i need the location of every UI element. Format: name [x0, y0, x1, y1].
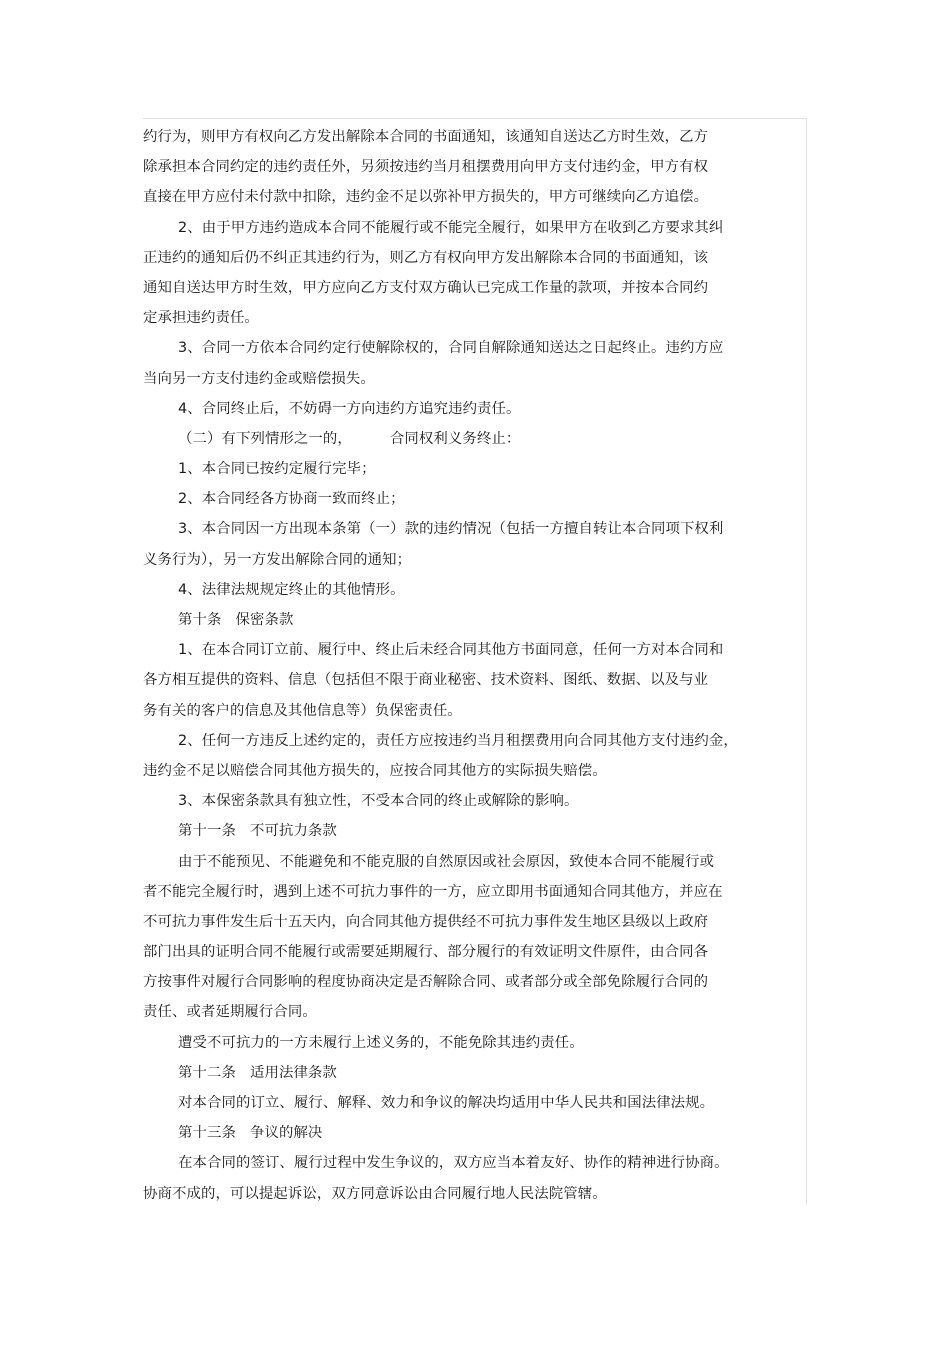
paragraph-line: 约行为，则甲方有权向乙方发出解除本合同的书面通知，该通知自送达乙方时生效，乙方	[143, 129, 709, 145]
article-number: 第十二条	[178, 1064, 236, 1081]
article-number: 第十三条	[178, 1125, 236, 1142]
paragraph-line: 当向另一方支付违约金或赔偿损失。	[143, 370, 375, 387]
paragraph-line: 者不能完全履行时，遇到上述不可抗力事件的一方，应立即用书面通知合同其他方，并应在	[143, 883, 723, 900]
article-heading	[143, 816, 743, 846]
list-item: 1、本合同已按约定履行完毕；	[178, 461, 376, 478]
list-item: 3、本合同因一方出现本条第（一）款的违约情况（包括一方擅自转让本合同项下权利	[178, 521, 724, 538]
list-item: 2、任何一方违反上述约定的，责任方应按违约当月租摆费用向合同其他方支付违约金，	[178, 732, 738, 749]
article-title: 保密条款	[235, 612, 294, 628]
list-item: 3、本保密条款具有独立性，不受本合同的终止或解除的影响。	[178, 793, 579, 810]
article-title: 不可抗力条款	[249, 823, 337, 840]
article-title: 适用法律条款	[249, 1064, 337, 1081]
paragraph-line: 3、合同一方依本合同约定行使解除权的，合同自解除通知送达之日起终止。违约方应	[178, 340, 724, 357]
paragraph-line: 2、由于甲方违约造成本合同不能履行或不能完全履行，如果甲方在收到乙方要求其纠	[178, 219, 724, 236]
paragraph-line: 对本合同的订立、履行、解释、效力和争议的解决均适用中华人民共和国法律法规。	[178, 1095, 715, 1111]
clause-heading	[143, 424, 743, 454]
document-body	[143, 122, 743, 1209]
article-number: 第十条	[178, 612, 222, 628]
paragraph-line: 方按事件对履行合同影响的程度协商决定是否解除合同、或者部分或全部免除履行合同的	[143, 974, 709, 991]
article-heading	[143, 1118, 743, 1148]
paragraph-line: 直接在甲方应付未付款中扣除，违约金不足以弥补甲方损失的，甲方可继续向乙方追偿。	[143, 189, 709, 206]
article-heading	[143, 1058, 743, 1088]
list-item: 2、本合同经各方协商一致而终止；	[178, 491, 405, 508]
paragraph-line: 在本合同的签订、履行过程中发生争议的，双方应当本着友好、协作的精神进行协商。	[178, 1155, 729, 1172]
clause-heading-prefix: （二）有下列情形之一的，	[178, 430, 352, 447]
paragraph-line: 违约金不足以赔偿合同其他方损失的，应按合同其他方的实际损失赔偿。	[143, 762, 607, 779]
paragraph-line: 遭受不可抗力的一方未履行上述义务的，不能免除其违约责任。	[178, 1034, 584, 1051]
paragraph-line: 务有关的客户的信息及其他信息等）负保密责任。	[143, 702, 462, 719]
paragraph-line: 不可抗力事件发生后十五天内，向合同其他方提供经不可抗力事件发生地区县级以上政府	[143, 913, 709, 930]
paragraph-line: 协商不成的，可以提起诉讼，双方同意诉讼由合同履行地人民法院管辖。	[143, 1185, 607, 1202]
clause-heading-suffix: 合同权利义务终止：	[389, 430, 521, 447]
article-number: 第十一条	[178, 823, 236, 840]
paragraph-line: 部门出具的证明合同不能履行或需要延期履行、部分履行的有效证明文件原件，由合同各	[143, 944, 709, 961]
paragraph-line: 各方相互提供的资料、信息（包括但不限于商业秘密、技术资料、图纸、数据、以及与业	[143, 672, 709, 689]
paragraph-line: 正违约的通知后仍不纠正其违约行为，则乙方有权向甲方发出解除本合同的书面通知，该	[143, 249, 709, 266]
paragraph-line: 由于不能预见、不能避免和不能克服的自然原因或社会原因，致使本合同不能履行或	[178, 853, 715, 870]
paragraph-line: 除承担本合同约定的违约责任外，另须按违约当月租摆费用向甲方支付违约金，甲方有权	[143, 159, 709, 176]
list-item: 1、在本合同订立前、履行中、终止后未经合同其他方书面同意，任何一方对本合同和	[178, 642, 724, 659]
article-heading	[143, 605, 743, 635]
paragraph-line: 责任、或者延期履行合同。	[143, 1004, 317, 1021]
paragraph-line: 义务行为），另一方发出解除合同的通知；	[143, 551, 412, 568]
article-title: 争议的解决	[249, 1125, 323, 1142]
paragraph-line: 通知自送达甲方时生效，甲方应向乙方支付双方确认已完成工作量的款项，并按本合同约	[143, 279, 709, 296]
paragraph-line: 4、合同终止后，不妨碍一方向违约方追究违约责任。	[178, 400, 521, 417]
paragraph-line: 定承担违约责任。	[143, 310, 259, 327]
list-item: 4、法律法规规定终止的其他情形。	[178, 581, 405, 598]
